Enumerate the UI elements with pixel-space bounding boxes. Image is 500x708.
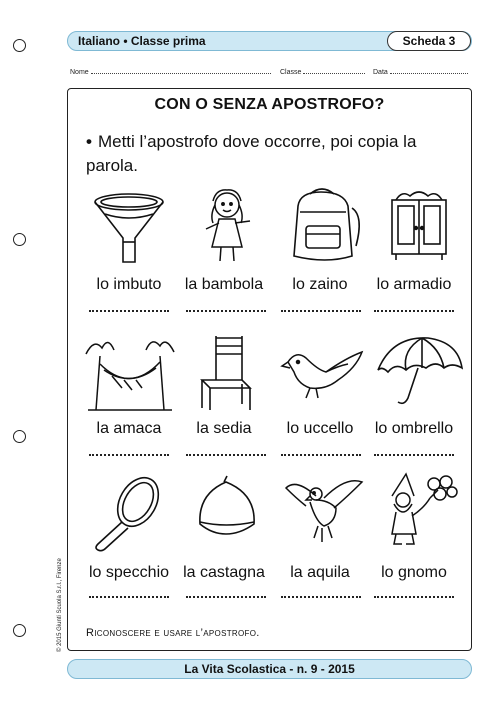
name-field — [70, 68, 271, 76]
answer-line-4[interactable] — [374, 308, 454, 312]
binder-hole-4 — [13, 624, 26, 637]
instruction — [86, 130, 466, 178]
binder-hole-2 — [13, 233, 26, 246]
item-word-1: lo imbuto — [96, 276, 162, 293]
item-word-6: la sedia — [196, 420, 252, 437]
exercise-title: CON O SENZA APOSTROFO? — [154, 96, 385, 113]
answer-line-3[interactable] — [281, 308, 361, 312]
umbrella-icon — [372, 332, 467, 412]
answer-line-5[interactable] — [89, 452, 169, 456]
item-word-5: la amaca — [96, 420, 162, 437]
item-word-4: lo armadio — [376, 276, 452, 293]
item-word-8: lo ombrello — [374, 420, 454, 437]
answer-line-12[interactable] — [374, 594, 454, 598]
backpack-icon — [276, 186, 371, 266]
footer-bar: La Vita Scolastica - n. 9 - 2015 — [67, 659, 472, 679]
class-label: Classe — [280, 69, 302, 76]
instruction-text: Metti l’apostrofo dove occorre, poi copia la parola. — [86, 132, 417, 175]
date-label: Data — [373, 69, 388, 76]
answer-line-2[interactable] — [186, 308, 266, 312]
answer-line-1[interactable] — [89, 308, 169, 312]
mirror-icon — [82, 472, 177, 552]
hammock-icon — [82, 332, 177, 412]
binder-hole-1 — [13, 39, 26, 52]
funnel-icon — [83, 188, 178, 268]
learning-objective: Riconoscere e usare l’apostrofo. — [86, 627, 260, 639]
answer-line-7[interactable] — [281, 452, 361, 456]
name-label: Nome — [70, 69, 89, 76]
header-bar — [67, 31, 472, 51]
item-word-11: la aquila — [290, 564, 350, 581]
chair-icon — [180, 332, 275, 412]
wardrobe-icon — [372, 186, 467, 266]
answer-line-11[interactable] — [281, 594, 361, 598]
copyright-note: © 2015 Giunti Scuola S.r.l., Firenze — [57, 558, 63, 652]
answer-line-10[interactable] — [186, 594, 266, 598]
binder-hole-3 — [13, 430, 26, 443]
item-word-12: lo gnomo — [381, 564, 447, 581]
answer-line-9[interactable] — [89, 594, 169, 598]
chestnut-icon — [180, 472, 275, 552]
item-word-9: lo specchio — [88, 564, 170, 581]
sheet-badge: Scheda 3 — [387, 31, 471, 51]
gnome-icon — [372, 468, 467, 548]
doll-icon — [180, 185, 275, 265]
item-word-7: lo uccello — [286, 420, 354, 437]
item-word-3: lo zaino — [292, 276, 348, 293]
class-field — [280, 68, 365, 76]
item-word-2: la bambola — [184, 276, 264, 293]
eagle-icon — [276, 472, 371, 552]
date-field — [373, 68, 468, 76]
answer-line-8[interactable] — [374, 452, 454, 456]
answer-line-6[interactable] — [186, 452, 266, 456]
instruction-bullet: • — [86, 132, 92, 151]
bird-icon — [276, 332, 371, 412]
subject-label: Italiano • Classe prima — [78, 34, 206, 48]
item-word-10: la castagna — [183, 564, 265, 581]
